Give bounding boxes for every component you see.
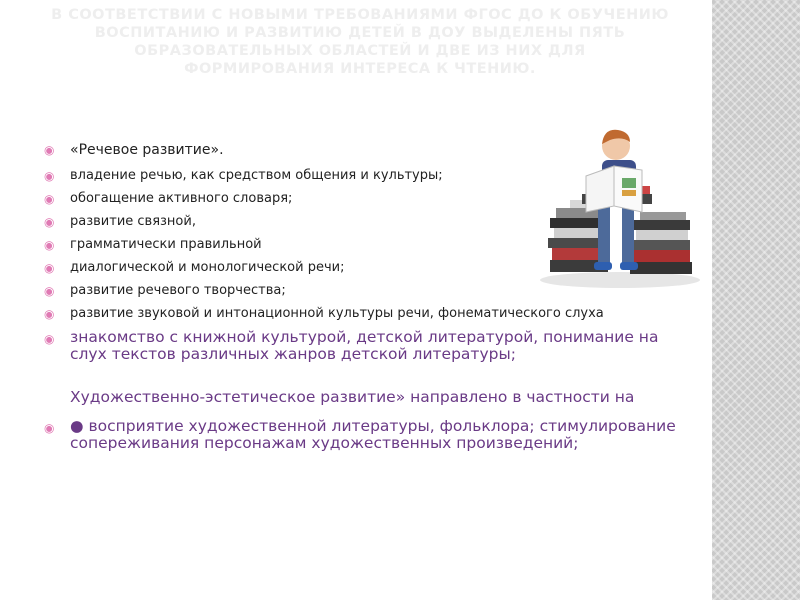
list-item-text: развитие звуковой и интонационной культуры речи, фонематического слуха bbox=[70, 306, 604, 321]
title-line: В СООТВЕТСТВИИ С НОВЫМИ ТРЕБОВАНИЯМИ ФГОС ДО К ОБУЧЕНИЮ bbox=[51, 7, 669, 23]
bullet-icon: ◉ bbox=[44, 192, 55, 206]
list-item-text: владение речью, как средством общения и культуры; bbox=[70, 168, 443, 183]
slide-title bbox=[40, 6, 680, 78]
list-item bbox=[44, 191, 684, 206]
list-item bbox=[44, 306, 684, 321]
list-item bbox=[44, 418, 684, 452]
bullet-icon: ◉ bbox=[44, 238, 55, 252]
title-line: ОБРАЗОВАТЕЛЬНЫХ ОБЛАСТЕЙ И ДВЕ ИЗ НИХ ДЛЯ bbox=[134, 43, 586, 59]
bullet-icon: ◉ bbox=[44, 143, 55, 157]
bullet-icon: ◉ bbox=[44, 284, 55, 298]
bullet-icon: ◉ bbox=[44, 169, 55, 183]
bullet-icon: ◉ bbox=[44, 332, 55, 346]
title-line: ВОСПИТАНИЮ И РАЗВИТИЮ ДЕТЕЙ В ДОУ ВЫДЕЛЕНЫ ПЯТЬ bbox=[94, 25, 626, 41]
bullet-icon: ◉ bbox=[44, 261, 55, 275]
list-item-text: ● восприятие художественной литературы, фольклора; стимулирование сопереживания персонажам художественных произведений; bbox=[70, 417, 676, 452]
list-item-text: «Речевое развитие». bbox=[70, 142, 224, 158]
bullet-icon: ◉ bbox=[44, 307, 55, 321]
list-item bbox=[44, 168, 684, 183]
list-item bbox=[44, 214, 684, 229]
list-item-text: знакомство с книжной культурой, детской литературой, понимание на слух текстов различных жанров детской литературы; bbox=[70, 328, 659, 363]
list-item bbox=[44, 329, 684, 363]
bullet-icon: ◉ bbox=[44, 215, 55, 229]
list-item-text: Художественно-эстетическое развитие» направлено в частности на bbox=[70, 388, 635, 406]
content-bullet-list bbox=[44, 142, 684, 464]
list-item bbox=[44, 283, 684, 298]
list-item bbox=[44, 237, 684, 252]
list-item-text: развитие речевого творчества; bbox=[70, 283, 286, 298]
list-item bbox=[44, 142, 684, 159]
bullet-icon: ◉ bbox=[44, 421, 55, 435]
list-item-text: грамматически правильной bbox=[70, 237, 262, 252]
list-item-text: обогащение активного словаря; bbox=[70, 191, 293, 206]
list-item bbox=[44, 389, 684, 406]
list-item-text: развитие связной, bbox=[70, 214, 196, 229]
list-item-text: диалогической и монологической речи; bbox=[70, 260, 345, 275]
title-line: ФОРМИРОВАНИЯ ИНТЕРЕСА К ЧТЕНИЮ. bbox=[184, 61, 536, 77]
list-item bbox=[44, 260, 684, 275]
decorative-side-strip bbox=[712, 0, 800, 600]
